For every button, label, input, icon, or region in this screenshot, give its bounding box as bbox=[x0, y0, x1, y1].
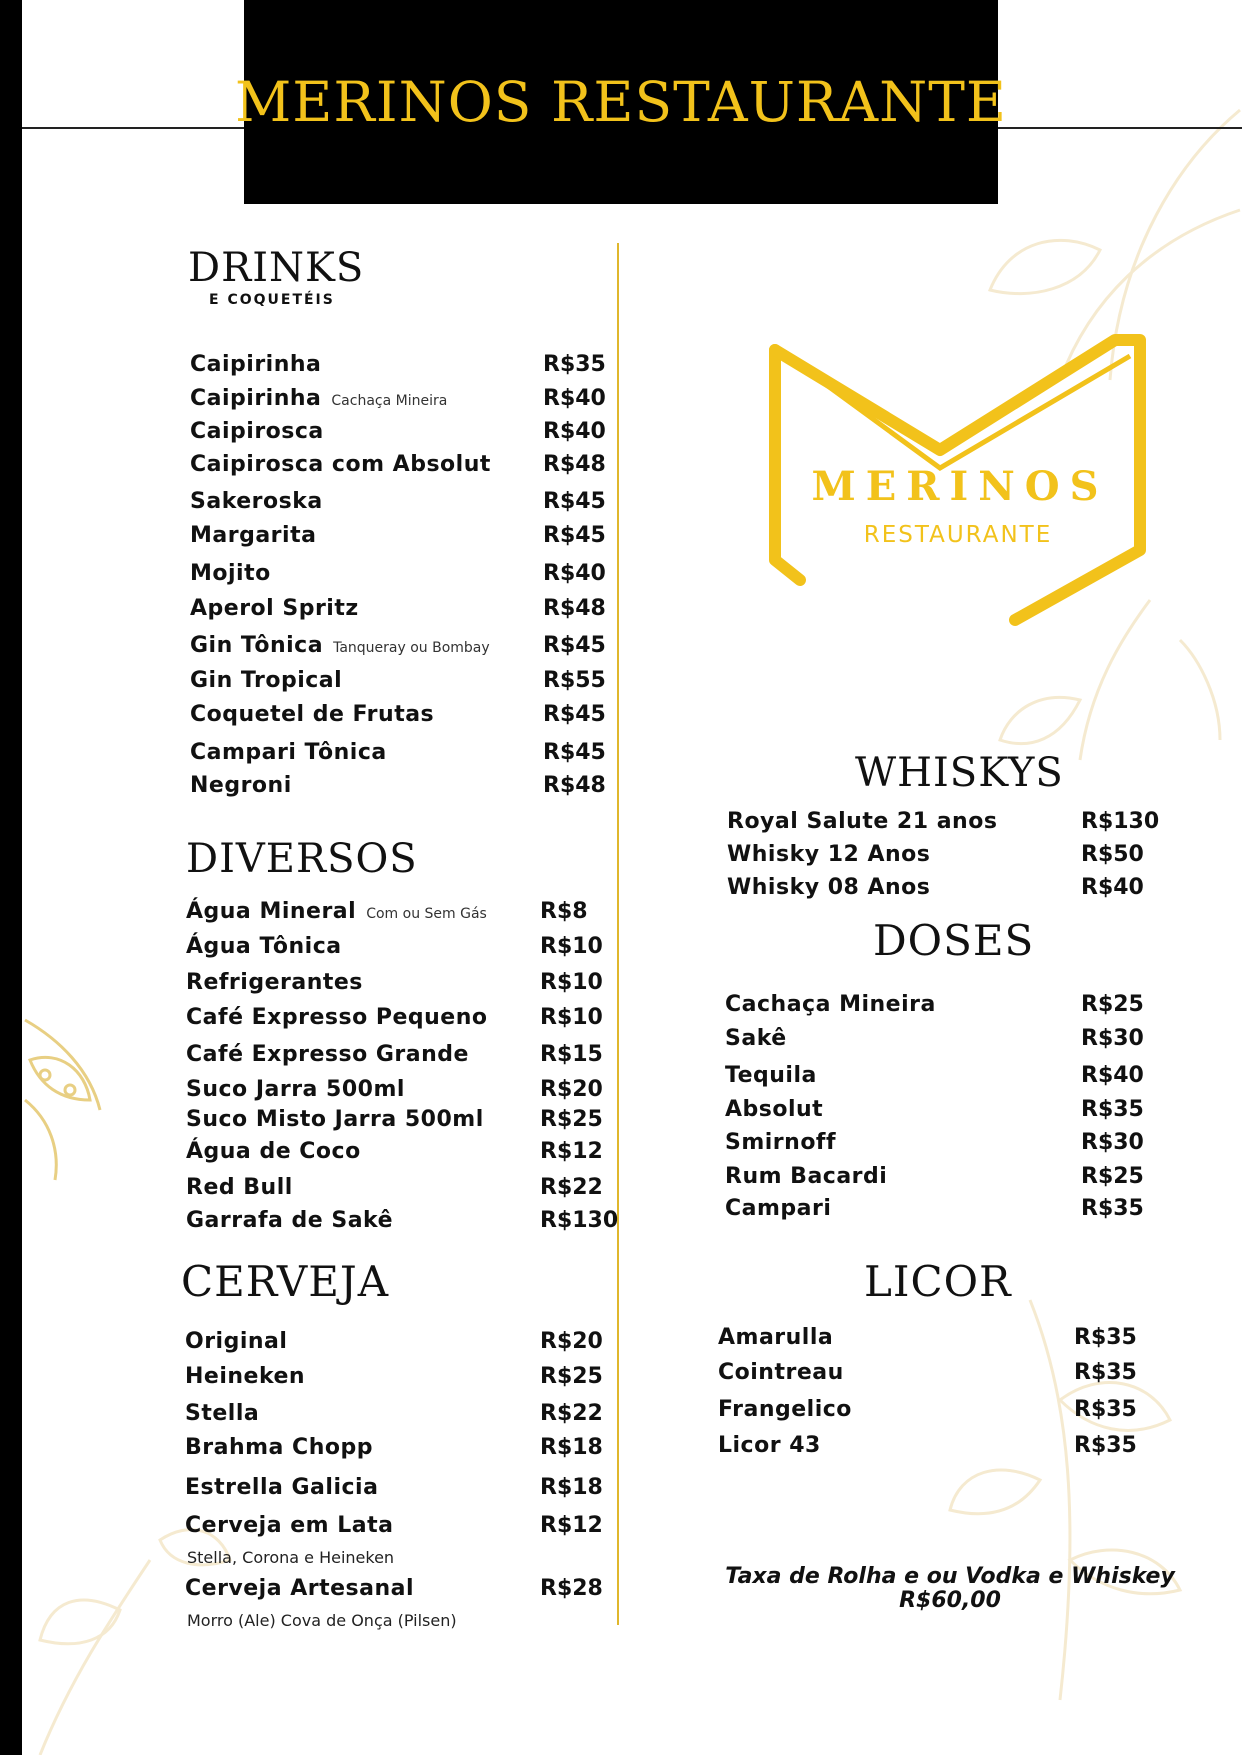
cerveja-item-label: Stella bbox=[185, 1401, 260, 1426]
diversos-item-label: Água Mineral bbox=[186, 899, 357, 924]
header-banner bbox=[234, 0, 1008, 204]
drinks-item bbox=[190, 561, 613, 591]
doses-item-label: Campari bbox=[725, 1196, 832, 1221]
drinks-item-name bbox=[190, 702, 434, 727]
doses-item-price: R$30 bbox=[1081, 1130, 1144, 1155]
drinks-item bbox=[190, 523, 613, 553]
cerveja-item-label: Cerveja Artesanal bbox=[185, 1576, 415, 1601]
drinks-item-price: R$45 bbox=[543, 740, 606, 765]
drinks-item-price: R$45 bbox=[543, 489, 606, 514]
cerveja-item-label: Brahma Chopp bbox=[185, 1435, 373, 1460]
drinks-item-name bbox=[190, 740, 387, 765]
drinks-item-label: Margarita bbox=[190, 523, 317, 548]
drinks-item bbox=[190, 452, 613, 482]
doses-item-name bbox=[725, 1164, 887, 1189]
diversos-item-label: Água Tônica bbox=[186, 934, 342, 959]
left-border-bar bbox=[0, 0, 22, 1755]
corkage-note-line1: Taxa de Rolha e ou Vodka e Whiskey bbox=[725, 1564, 1175, 1589]
drinks-title: DRINKS bbox=[188, 245, 365, 291]
doses-item-name bbox=[725, 1130, 836, 1155]
doses-item bbox=[725, 992, 1151, 1022]
doses-item bbox=[725, 1026, 1151, 1056]
drinks-item-name bbox=[190, 419, 324, 444]
diversos-item bbox=[186, 1139, 610, 1169]
diversos-item bbox=[186, 1077, 610, 1107]
doses-item-name bbox=[725, 1063, 817, 1088]
whiskys-item-price: R$50 bbox=[1081, 842, 1144, 867]
doses-item-label: Sakê bbox=[725, 1026, 787, 1051]
drinks-item-price: R$48 bbox=[543, 452, 606, 477]
drinks-item-label: Coquetel de Frutas bbox=[190, 702, 435, 727]
doses-item-label: Rum Bacardi bbox=[725, 1164, 888, 1189]
diversos-item-label: Café Expresso Pequeno bbox=[186, 1005, 488, 1030]
cerveja-item-desc: Morro (Ale) Cova de Onça (Pilsen) bbox=[187, 1611, 457, 1630]
drinks-item-label: Caipirinha bbox=[190, 386, 322, 411]
doses-item-label: Absolut bbox=[725, 1097, 824, 1122]
diversos-item-name bbox=[186, 1107, 484, 1132]
drinks-item-label: Aperol Spritz bbox=[190, 596, 359, 621]
cerveja-item bbox=[185, 1435, 610, 1465]
diversos-item bbox=[186, 970, 610, 1000]
drinks-item-price: R$55 bbox=[543, 668, 606, 693]
diversos-item-price: R$20 bbox=[540, 1077, 603, 1102]
doses-item-price: R$40 bbox=[1081, 1063, 1144, 1088]
diversos-item-price: R$25 bbox=[540, 1107, 603, 1132]
licor-item bbox=[718, 1397, 1144, 1427]
drinks-item bbox=[190, 633, 613, 663]
diversos-item bbox=[186, 1208, 619, 1238]
diversos-item-name bbox=[186, 1208, 393, 1233]
licor-item-name bbox=[718, 1433, 821, 1458]
cerveja-item-name bbox=[185, 1576, 414, 1601]
diversos-item-label: Garrafa de Sakê bbox=[186, 1208, 394, 1233]
cerveja-title: CERVEJA bbox=[181, 1257, 390, 1306]
diversos-item-name bbox=[186, 934, 342, 959]
doses-item bbox=[725, 1097, 1151, 1127]
doses-item bbox=[725, 1196, 1151, 1226]
licor-item-label: Frangelico bbox=[718, 1397, 852, 1422]
drinks-item-price: R$40 bbox=[543, 561, 606, 586]
doses-item-name bbox=[725, 1196, 831, 1221]
whiskys-item bbox=[727, 875, 1151, 905]
cerveja-item-name bbox=[185, 1364, 305, 1389]
drinks-item-name bbox=[190, 596, 359, 621]
licor-item bbox=[718, 1360, 1144, 1390]
whiskys-item bbox=[727, 842, 1151, 872]
drinks-item bbox=[190, 419, 613, 449]
diversos-item-price: R$10 bbox=[540, 934, 603, 959]
drinks-item-price: R$40 bbox=[543, 386, 606, 411]
drinks-item bbox=[190, 773, 613, 803]
drinks-item-price: R$45 bbox=[543, 523, 606, 548]
diversos-item-name bbox=[186, 970, 363, 995]
drinks-subtitle: E COQUETÉIS bbox=[209, 292, 335, 308]
drinks-item-name bbox=[190, 452, 491, 477]
drinks-item bbox=[190, 668, 613, 698]
cerveja-item-label: Estrella Galicia bbox=[185, 1475, 379, 1500]
licor-item-price: R$35 bbox=[1074, 1360, 1137, 1385]
doses-item-label: Tequila bbox=[725, 1063, 817, 1088]
cerveja-item-price: R$12 bbox=[540, 1513, 603, 1538]
licor-item-label: Cointreau bbox=[718, 1360, 844, 1385]
drinks-item-label: Caipirinha bbox=[190, 352, 322, 377]
drinks-item-label: Gin Tônica bbox=[190, 633, 324, 658]
licor-item-name bbox=[718, 1325, 833, 1350]
drinks-item-label: Gin Tropical bbox=[190, 668, 343, 693]
licor-item-label: Amarulla bbox=[718, 1325, 834, 1350]
diversos-item-name bbox=[186, 1005, 488, 1030]
diversos-item-price: R$10 bbox=[540, 1005, 603, 1030]
diversos-item-name bbox=[186, 1077, 405, 1102]
diversos-item-label: Refrigerantes bbox=[186, 970, 363, 995]
drinks-item-price: R$40 bbox=[543, 419, 606, 444]
cerveja-item-name bbox=[185, 1475, 378, 1500]
whiskys-item bbox=[727, 809, 1160, 839]
drinks-item-label: Campari Tônica bbox=[190, 740, 387, 765]
drinks-item-price: R$35 bbox=[543, 352, 606, 377]
doses-item bbox=[725, 1063, 1151, 1093]
drinks-item bbox=[190, 489, 613, 519]
drinks-item-price: R$45 bbox=[543, 702, 606, 727]
cerveja-item-name bbox=[185, 1329, 287, 1354]
doses-item-price: R$35 bbox=[1081, 1097, 1144, 1122]
drinks-item-name bbox=[190, 773, 292, 798]
drinks-item-price: R$48 bbox=[543, 596, 606, 621]
cerveja-item-desc: Stella, Corona e Heineken bbox=[187, 1548, 395, 1567]
diversos-item-name bbox=[186, 1175, 293, 1200]
cerveja-item-label: Cerveja em Lata bbox=[185, 1513, 394, 1538]
cerveja-item-label: Original bbox=[185, 1329, 288, 1354]
doses-item-label: Cachaça Mineira bbox=[725, 992, 936, 1017]
diversos-item bbox=[186, 1042, 610, 1072]
whiskys-item-name bbox=[727, 842, 930, 867]
drinks-item-name bbox=[190, 386, 447, 411]
cerveja-item-name bbox=[185, 1513, 393, 1538]
whiskys-item-name bbox=[727, 875, 930, 900]
diversos-item-name bbox=[186, 899, 487, 924]
doses-item-price: R$25 bbox=[1081, 992, 1144, 1017]
cerveja-item bbox=[185, 1329, 610, 1359]
restaurant-title: MERINOS RESTAURANTE bbox=[234, 70, 1008, 134]
drinks-item-label: Negroni bbox=[190, 773, 292, 798]
doses-item-name bbox=[725, 1026, 787, 1051]
cerveja-item-price: R$18 bbox=[540, 1475, 603, 1500]
drinks-item-name bbox=[190, 352, 321, 377]
doses-item-name bbox=[725, 1097, 823, 1122]
cerveja-item-price: R$25 bbox=[540, 1364, 603, 1389]
diversos-title: DIVERSOS bbox=[186, 836, 418, 882]
corkage-note-price: R$60,00 bbox=[899, 1588, 1001, 1613]
diversos-item bbox=[186, 1107, 610, 1137]
diversos-item-note: Com ou Sem Gás bbox=[366, 906, 487, 922]
diversos-item-price: R$10 bbox=[540, 970, 603, 995]
whiskys-item-label: Whisky 08 Anos bbox=[727, 875, 931, 900]
cerveja-item bbox=[185, 1364, 610, 1394]
diversos-item-name bbox=[186, 1042, 469, 1067]
cerveja-item bbox=[185, 1513, 610, 1543]
cerveja-item bbox=[185, 1576, 610, 1606]
drinks-item-label: Sakeroska bbox=[190, 489, 323, 514]
doses-title: DOSES bbox=[873, 916, 1035, 965]
drinks-item bbox=[190, 702, 613, 732]
header-rule-left bbox=[22, 127, 244, 129]
drinks-item bbox=[190, 596, 613, 626]
licor-title: LICOR bbox=[864, 1257, 1012, 1306]
licor-item-name bbox=[718, 1397, 852, 1422]
drinks-item bbox=[190, 386, 613, 416]
cerveja-item-label: Heineken bbox=[185, 1364, 306, 1389]
column-divider bbox=[617, 243, 619, 1625]
licor-item-name bbox=[718, 1360, 844, 1385]
doses-item-label: Smirnoff bbox=[725, 1130, 837, 1155]
header-rule-right bbox=[998, 127, 1242, 129]
drinks-item-name bbox=[190, 489, 323, 514]
licor-item-price: R$35 bbox=[1074, 1325, 1137, 1350]
drinks-item-note: Tanqueray ou Bombay bbox=[333, 640, 490, 656]
drinks-item-price: R$48 bbox=[543, 773, 606, 798]
corkage-note bbox=[700, 1565, 1200, 1613]
drinks-item-name bbox=[190, 561, 271, 586]
licor-item bbox=[718, 1325, 1144, 1355]
cerveja-item-price: R$22 bbox=[540, 1401, 603, 1426]
diversos-item-price: R$130 bbox=[540, 1208, 619, 1233]
whiskys-title: WHISKYS bbox=[855, 750, 1064, 796]
diversos-item-price: R$15 bbox=[540, 1042, 603, 1067]
merinos-logo-icon bbox=[760, 320, 1160, 640]
whiskys-item-name bbox=[727, 809, 997, 834]
doses-item-price: R$30 bbox=[1081, 1026, 1144, 1051]
drinks-item-label: Mojito bbox=[190, 561, 271, 586]
doses-item-price: R$25 bbox=[1081, 1164, 1144, 1189]
whiskys-item-price: R$130 bbox=[1081, 809, 1160, 834]
drinks-item bbox=[190, 352, 613, 382]
cerveja-item-name bbox=[185, 1435, 373, 1460]
diversos-item bbox=[186, 1005, 610, 1035]
diversos-item bbox=[186, 1175, 610, 1205]
cerveja-item-name bbox=[185, 1401, 259, 1426]
diversos-item-label: Café Expresso Grande bbox=[186, 1042, 469, 1067]
whiskys-item-label: Whisky 12 Anos bbox=[727, 842, 931, 867]
licor-item-price: R$35 bbox=[1074, 1433, 1137, 1458]
whiskys-item-price: R$40 bbox=[1081, 875, 1144, 900]
licor-item-label: Licor 43 bbox=[718, 1433, 821, 1458]
logo-sub: RESTAURANTE bbox=[863, 522, 1053, 548]
doses-item bbox=[725, 1164, 1151, 1194]
drinks-item-price: R$45 bbox=[543, 633, 606, 658]
diversos-item-label: Red Bull bbox=[186, 1175, 293, 1200]
logo-name: MERINOS bbox=[811, 463, 1109, 510]
diversos-item-label: Água de Coco bbox=[186, 1139, 361, 1164]
doses-item bbox=[725, 1130, 1151, 1160]
licor-item bbox=[718, 1433, 1144, 1463]
drinks-item bbox=[190, 740, 613, 770]
drinks-item-name bbox=[190, 523, 316, 548]
cerveja-item-price: R$18 bbox=[540, 1435, 603, 1460]
whiskys-item-label: Royal Salute 21 anos bbox=[727, 809, 998, 834]
drinks-item-name bbox=[190, 668, 342, 693]
diversos-item-price: R$22 bbox=[540, 1175, 603, 1200]
cerveja-item bbox=[185, 1401, 610, 1431]
diversos-item-label: Suco Misto Jarra 500ml bbox=[186, 1107, 484, 1132]
cerveja-item-price: R$28 bbox=[540, 1576, 603, 1601]
drinks-item-name bbox=[190, 633, 490, 658]
drinks-item-label: Caipirosca bbox=[190, 419, 324, 444]
diversos-item-price: R$12 bbox=[540, 1139, 603, 1164]
drinks-item-note: Cachaça Mineira bbox=[331, 393, 448, 409]
drinks-item-label: Caipirosca com Absolut bbox=[190, 452, 491, 477]
diversos-item-label: Suco Jarra 500ml bbox=[186, 1077, 405, 1102]
diversos-item bbox=[186, 934, 610, 964]
cerveja-item-price: R$20 bbox=[540, 1329, 603, 1354]
doses-item-price: R$35 bbox=[1081, 1196, 1144, 1221]
cerveja-item bbox=[185, 1475, 610, 1505]
diversos-item-price: R$8 bbox=[540, 899, 588, 924]
diversos-item-name bbox=[186, 1139, 361, 1164]
licor-item-price: R$35 bbox=[1074, 1397, 1137, 1422]
diversos-item bbox=[186, 899, 610, 929]
doses-item-name bbox=[725, 992, 936, 1017]
